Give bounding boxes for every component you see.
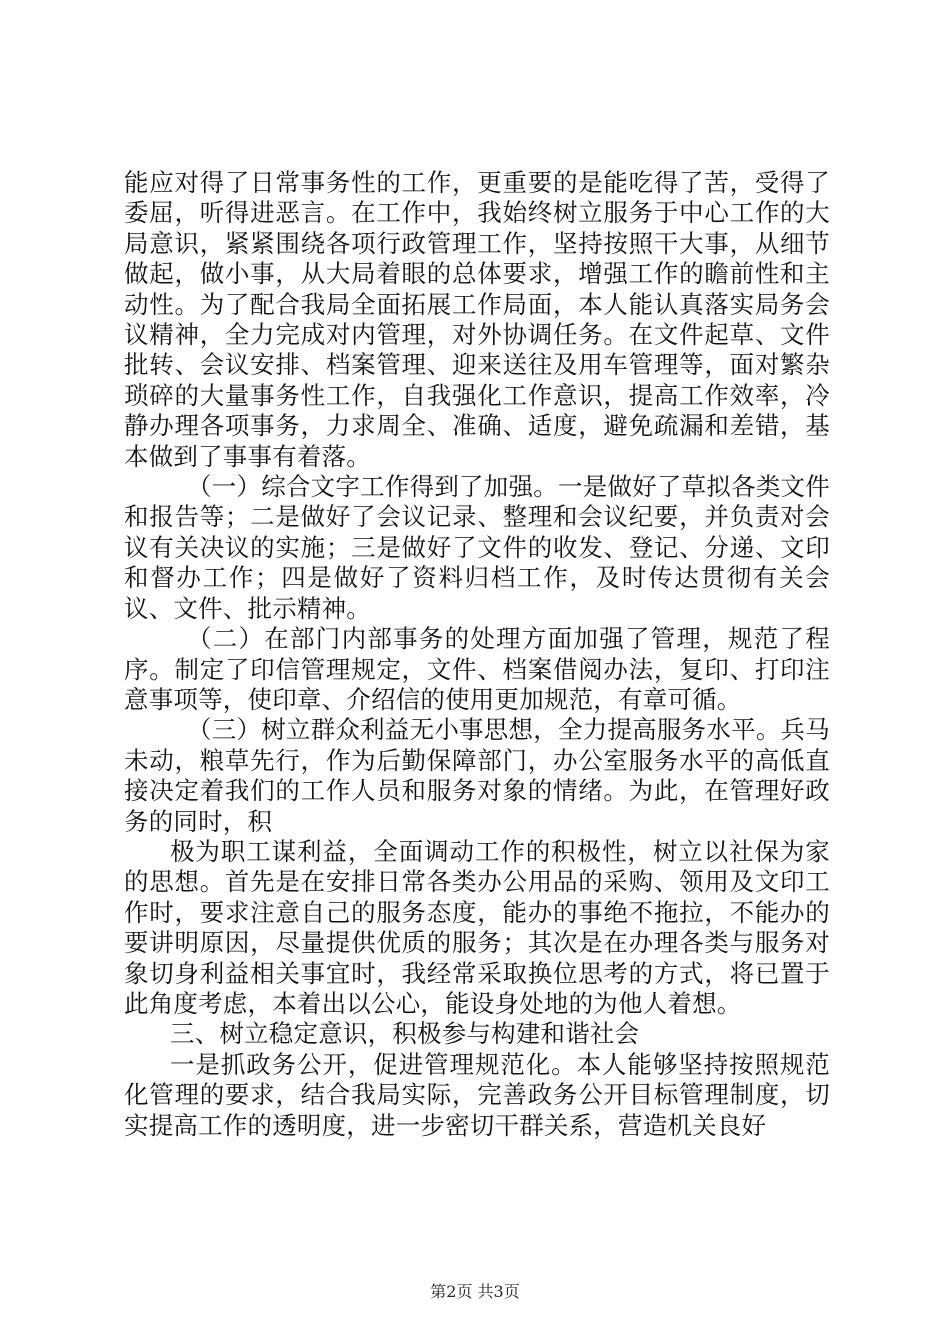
paragraph-item-3: （三）树立群众利益无小事思想，全力提高服务水平。兵马未动，粮草先行，作为后勤保障部门，办公室服务水平的高低直接决定着我们的工作人员和服务对象的情绪。为此，在管理好政务的同时，积 [124,715,830,836]
section-heading: 三、树立稳定意识，积极参与构建和谐社会 [170,1019,640,1049]
paragraph-section-3-item-1: 一是抓政务公开，促进管理规范化。本人能够坚持按照规范化管理的要求，结合我局实际，完善政务公开目标管理制度，切实提高工作的透明度，进一步密切干群关系，营造机关良好 [124,1049,830,1140]
page-footer: 第2页 共3页 [430,1282,520,1301]
document-body [124,168,830,1141]
paragraph-item-1: （一）综合文字工作得到了加强。一是做好了草拟各类文件和报告等；二是做好了会议记录、整理和会议纪要，并负责对会议有关决议的实施；三是做好了文件的收发、登记、分递、文印和督办工作；四是做好了资料归档工作，及时传达贯彻有关会议、文件、批示精神。 [124,472,830,623]
paragraph-item-3-continued: 极为职工谋利益，全面调动工作的积极性，树立以社保为家的思想。首先是在安排日常各类办公用品的采购、领用及文印工作时，要求注意自己的服务态度，能办的事绝不拖拉，不能办的要讲明原因，尽量提供优质的服务；其次是在办理各类与服务对象切身利益相关事宜时，我经常采取换位思考的方式，将已置于此角度考虑，本着出以公心，能设身处地的为他人着想。 [124,836,830,1018]
paragraph-item-2: （二）在部门内部事务的处理方面加强了管理，规范了程序。制定了印信管理规定，文件、档案借阅办法，复印、打印注意事项等，使印章、介绍信的使用更加规范，有章可循。 [124,624,830,714]
paragraph-continued: 能应对得了日常事务性的工作，更重要的是能吃得了苦，受得了委屈，听得进恶言。在工作中，我始终树立服务于中心工作的大局意识，紧紧围绕各项行政管理工作，坚持按照干大事，从细节做起，做小事，从大局着眼的总体要求，增强工作的瞻前性和主动性。为了配合我局全面拓展工作局面，本人能认真落实局务会议精神，全力完成对内管理，对外协调任务。在文件起草、文件批转、会议安排、档案管理、迎来送往及用车管理等，面对繁杂琐碎的大量事务性工作，自我强化工作意识，提高工作效率，冷静办理各项事务，力求周全、准确、适度，避免疏漏和差错，基本做到了事事有着落。 [124,168,830,471]
